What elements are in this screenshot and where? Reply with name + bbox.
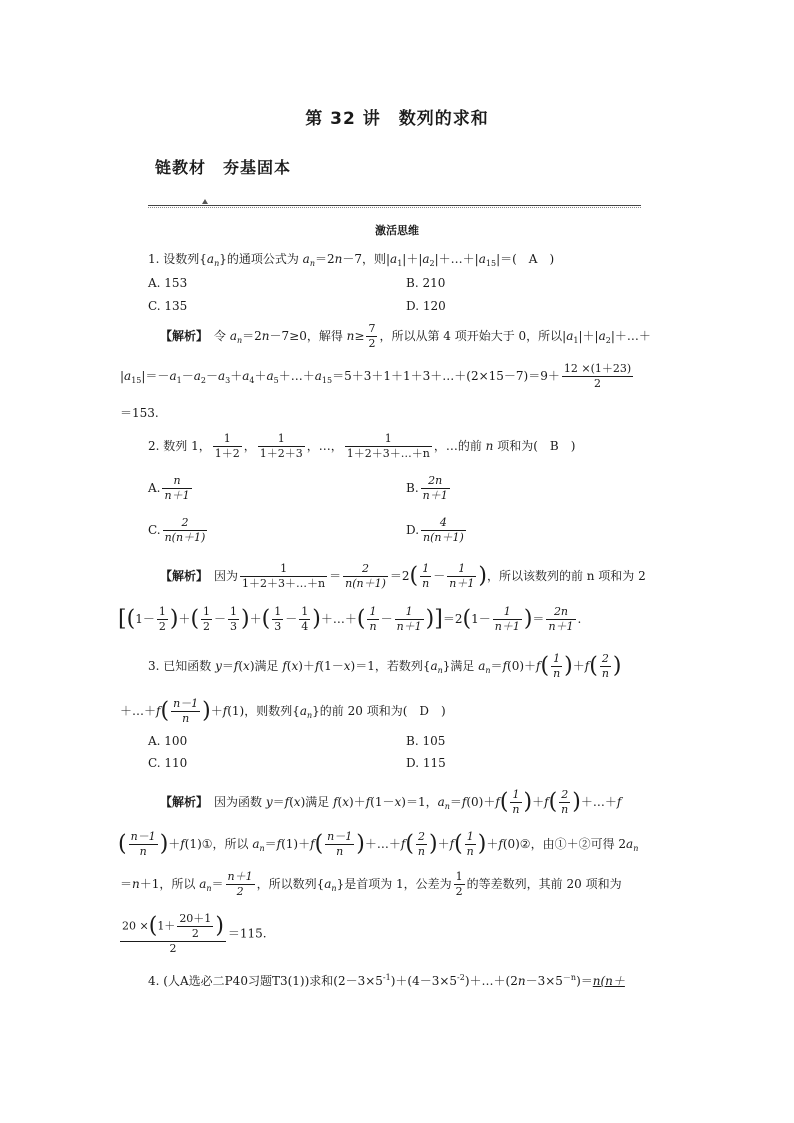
divider-dotted: [148, 207, 641, 208]
question-3-option-c: C. 110: [148, 756, 188, 770]
question-3-solution-line-4: 20 ×(1＋ $\frac{20+1}{2}$ ) 2 ＝115.: [122, 912, 267, 955]
question-1-solution-line-3: ＝153.: [120, 406, 159, 420]
question-2-option-d: D. $\frac{4}{n(n+1)}$: [406, 516, 464, 544]
question-3-stem-line-2: ＋…＋f( $\frac{n-1}{n}$ )＋f(1)，则数列$\{a_n\}$的前 20 项和为( D ): [120, 697, 446, 725]
question-3-option-a: A. 100: [148, 734, 188, 748]
question-3-stem-line-1: 3. 已知函数 y＝f(x)满足 f(x)＋f(1－x)＝1，若数列$\{a_n\}$满足 $a_n=f(0)+f$( $\frac{1}{n}$ )＋f( $\frac{2}{n}$ ): [148, 652, 622, 680]
question-2-option-b: B. $\frac{2n}{n+1}$: [406, 474, 448, 502]
divider: [148, 205, 641, 206]
divider-marker-icon: [202, 199, 208, 204]
question-3-solution-line-1: 【解析】 因为函数 y＝f(x)满足 f(x)＋f(1－x)＝1，$a_n=f(0)+f$( $\frac{1}{n}$ )＋f( $\frac{2}{n}$ )＋…＋f: [160, 788, 622, 816]
subsection-heading: 激活思维: [375, 224, 419, 237]
question-1-solution-line-1: 【解析】 令 $a_n=2n-7\ge 0$，解得 n≥ $\frac{7}{2}$ ，所以从第 4 项开始大于 0，所以$|a_1|+|a_2|+\dots+$: [160, 322, 651, 350]
question-2-stem: 2. 数列 1， $\frac{1}{1+2}$ ， $\frac{1}{1+2+3}$ ，…， $\frac{1}{1+2+3+\dots+n}$ ，…的前 n 项和为( B ): [148, 432, 576, 460]
question-1-option-d: D. 120: [406, 299, 446, 313]
question-2-option-a: A. $\frac{n}{n+1}$: [148, 474, 190, 502]
question-2-solution-line-1: 【解析】 因为 $\frac{1}{1+2+3+\dots+n}$ ＝ $\frac{2}{n(n+1)}$ ＝2( $\frac{1}{n}$ － $\frac{1}{n+1}$ )，所以该数列的前 n 项和为 2: [160, 562, 646, 590]
question-1-stem: 1. 设数列$\{a_n\}$的通项公式为 $a_n=2n-7$，则$|a_1|+|a_2|+\dots+|a_{15}|=$( A ): [148, 252, 555, 268]
question-3-option-d: D. 115: [406, 756, 446, 770]
question-3-solution-line-2: ( $\frac{n-1}{n}$ )＋f(1)①，所以 $a_n=f(1)+f$( $\frac{n-1}{n}$ )＋…＋f( $\frac{2}{n}$ )＋f( $\frac{1}{n}$ )＋f(0)②，由①＋②可得 $2a_n$: [118, 830, 639, 858]
page-title: 第 32 讲 数列的求和: [305, 109, 489, 129]
question-2-option-c: C. $\frac{2}{n(n+1)}$: [148, 516, 206, 544]
question-1-option-c: C. 135: [148, 299, 188, 313]
question-3-option-b: B. 105: [406, 734, 446, 748]
question-1-option-b: B. 210: [406, 276, 446, 290]
question-1-option-a: A. 153: [148, 276, 188, 290]
question-4-stem: 4. (人A选必二P40习题T3(1))求和$(2-3\times 5^{-1})+(4-3\times 5^{-2})+\dots+(2n-3\times 5^{-n})=n(n+$: [148, 973, 625, 988]
question-3-solution-line-3: ＝n＋1，所以 $a_n=$ $\frac{n+1}{2}$ ，所以数列$\{a_n\}$是首项为 1，公差为 $\frac{1}{2}$ 的等差数列，其前 20 项和为: [120, 870, 622, 898]
question-1-solution-line-2: $|a_{15}|=-a_1-a_2-a_3+a_4+a_5+\dots+a_{15}=5+3+1+1+3+\dots+(2\times 15-7)=9+$ $\frac{12 \times(1+23)}{2}$: [120, 362, 632, 390]
section-heading: 链教材 夯基固本: [155, 158, 292, 177]
question-2-solution-line-2: [(1－ $\frac{1}{2}$ )＋( $\frac{1}{2}$ － $\frac{1}{3}$ )＋( $\frac{1}{3}$ － $\frac{1}{4}$ )＋…＋( $\frac{1}{n}$ － $\frac{1}{n+1}$ )]＝2(1－ $\frac{1}{n+1}$ )＝ $\frac{2n}{n+1}$ .: [118, 605, 582, 633]
